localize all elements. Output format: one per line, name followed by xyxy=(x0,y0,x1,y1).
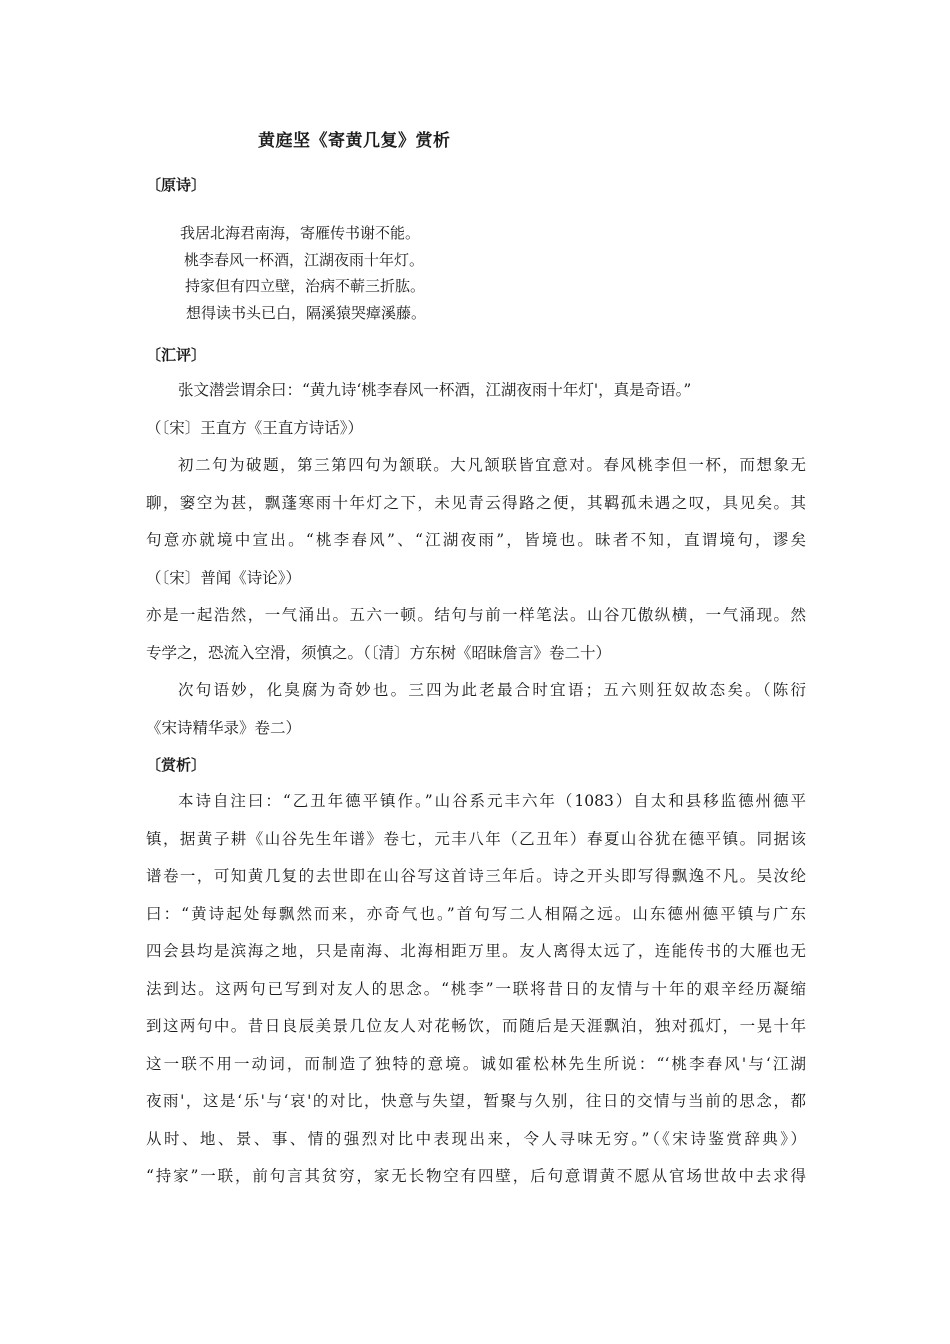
poem-line: 想得读书头已白，隔溪猿哭瘴溪藤。 xyxy=(186,303,427,322)
comment-line: 聊，窭空为甚，飘蓬寒雨十年灯之下，未见青云得路之便，其羁孤未遇之叹，具见矣。其 xyxy=(146,493,806,512)
comment-line: 次句语妙，化臭腐为奇妙也。三四为此老最合时宜语；五六则狂奴故态矣。（陈衍 xyxy=(178,681,806,699)
analysis-line: “持家”一联，前句言其贫穷，家无长物空有四壁，后句意谓黄不愿从官场世故中去求得 xyxy=(146,1167,806,1185)
analysis-block xyxy=(146,783,806,1196)
analysis-heading: 〔赏析〕 xyxy=(146,756,207,774)
analysis-line: 本诗自注曰：“乙丑年德平镇作。”山谷系元丰六年（1083）自太和县移监德州德平 xyxy=(178,792,806,810)
analysis-line: 谱卷一，可知黄几复的去世即在山谷写这首诗三年后。诗之开头即写得飘逸不凡。吴汝纶 xyxy=(146,867,806,885)
comment-line: 专学之，恐流入空滑，须慎之。（〔清〕方东树《昭昧詹言》卷二十） xyxy=(146,643,612,662)
comment-line: 初二句为破题，第三第四句为颔联。大凡颔联皆宜意对。春风桃李但一杯，而想象无 xyxy=(178,456,806,474)
poem-line: 我居北海君南海，寄雁传书谢不能。 xyxy=(180,224,421,242)
analysis-line: 从时、地、景、事、情的强烈对比中表现出来，令人寻味无穷。”（《宋诗鉴赏辞典》） xyxy=(146,1129,806,1148)
poem-heading: 〔原诗〕 xyxy=(146,176,207,194)
comment-block xyxy=(146,372,806,747)
document-title: 黄庭坚《寄黄几复》赏析 xyxy=(258,131,451,151)
analysis-line: 到这两句中。昔日良辰美景几位友人对花畅饮，而随后是天涯飘泊，独对孤灯，一晃十年 xyxy=(146,1017,806,1035)
poem-line: 桃李春风一杯酒，江湖夜雨十年灯。 xyxy=(184,250,425,269)
comment-line: 《宋诗精华录》卷二） xyxy=(146,718,302,737)
comment-line: （〔宋〕王直方《王直方诗话》） xyxy=(146,418,364,437)
analysis-line: 法到达。这两句已写到对友人的思念。“桃李”一联将昔日的友情与十年的艰辛经历凝缩 xyxy=(146,979,806,998)
analysis-line: 夜雨'，这是‘乐'与‘哀'的对比，快意与失望，暂聚与久别，往日的交情与当前的思念，都 xyxy=(146,1092,806,1110)
analysis-line: 镇，据黄子耕《山谷先生年谱》卷七，元丰八年（乙丑年）春夏山谷犹在德平镇。同据该 xyxy=(146,829,806,848)
analysis-line: 这一联不用一动词，而制造了独特的意境。诚如霍松林先生所说：“‘桃李春风'与‘江湖 xyxy=(146,1054,806,1073)
poem-block xyxy=(180,220,426,326)
analysis-line: 四会县均是滨海之地，只是南海、北海相距万里。友人离得太远了，连能传书的大雁也无 xyxy=(146,942,806,960)
comment-line: 句意亦就境中宣出。“桃李春风”、“江湖夜雨”，皆境也。昧者不知，直谓境句，谬矣 xyxy=(146,531,806,549)
comment-heading: 〔汇评〕 xyxy=(146,346,207,364)
comment-line: 亦是一起浩然，一气涌出。五六一顿。结句与前一样笔法。山谷兀傲纵横，一气涌现。然 xyxy=(146,606,806,624)
poem-line: 持家但有四立壁，治病不蕲三折肱。 xyxy=(185,277,426,295)
comment-line: 张文潜尝谓余曰：“黄九诗‘桃李春风一杯酒，江湖夜雨十年灯'，真是奇语。” xyxy=(178,381,692,399)
analysis-line: 曰：“黄诗起处每飘然而来，亦奇气也。”首句写二人相隔之远。山东德州德平镇与广东 xyxy=(146,904,806,923)
comment-line: （〔宋〕普闻《诗论》） xyxy=(146,568,302,587)
